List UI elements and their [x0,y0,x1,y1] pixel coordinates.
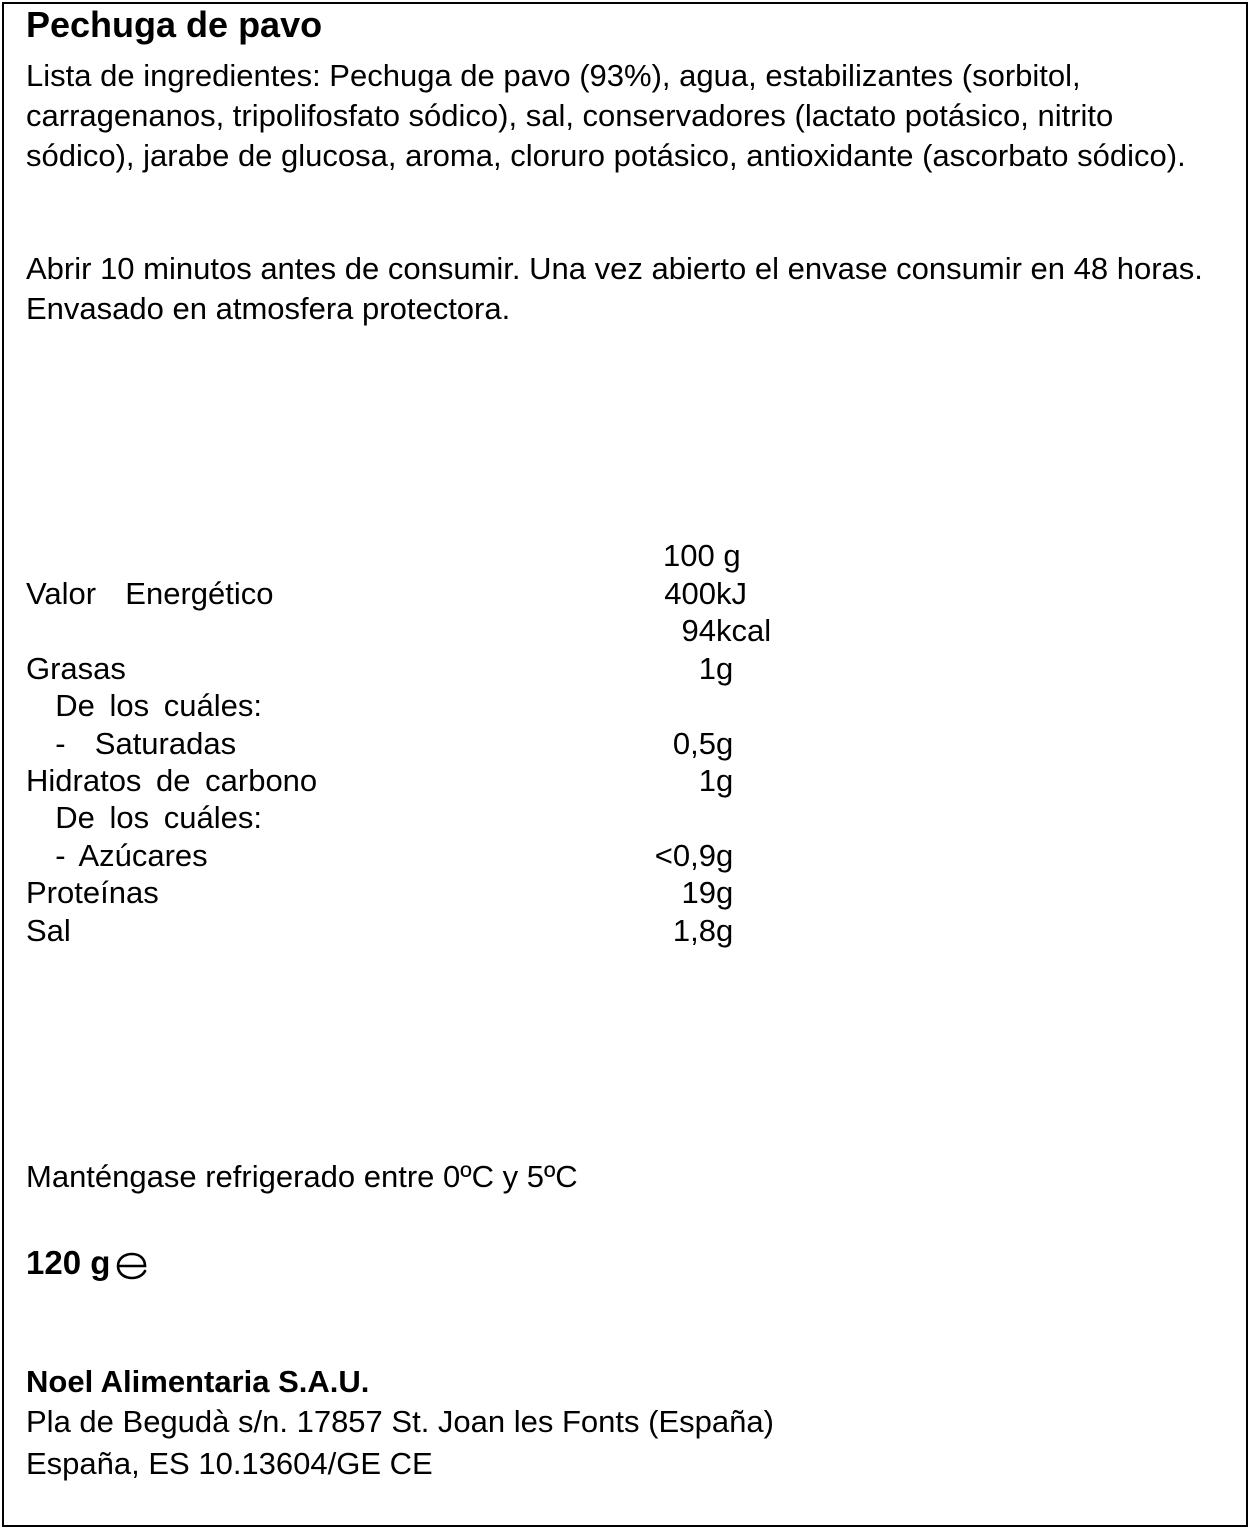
nutrition-row [26,725,734,762]
company-registry: España, ES 10.13604/GE CE [26,1446,433,1481]
net-weight [26,1241,150,1285]
company-address: Pla de Begudà s/n. 17857 St. Joan les Fonts (España) [26,1404,774,1439]
nutrition-row [26,650,734,687]
nutrition-row [26,687,716,724]
nutrition-unit: g [716,725,734,761]
nutrition-row [26,837,734,874]
nutrition-label: Grasas [26,650,126,686]
product-title: Pechuga de pavo [26,4,323,45]
nutrition-column-header: 100 g [663,538,741,573]
nutrition-unit: kJ [716,576,747,611]
nutrition-row [26,912,734,949]
nutrition-value: 19 [681,875,716,911]
nutrition-value: 400 [664,576,716,611]
nutrition-row [26,874,734,911]
nutrition-value: <0,9 [654,837,716,873]
nutrition-label: Valor Energético [26,576,274,611]
nutrition-value: 0,5 [672,725,716,761]
nutrition-label: De los cuáles: [26,800,262,836]
nutrition-row [26,612,772,649]
nutrition-row [26,762,734,799]
nutrition-row [26,799,716,836]
nutrition-unit: g [716,912,734,948]
estimated-sign-icon [114,1248,150,1278]
net-weight-value: 120 g [26,1244,111,1281]
ingredients-list: Lista de ingredientes: Pechuga de pavo (93%), agua, estabilizantes (sorbitol, carragenanos, tripolifosfato sódico), sal, conservadores (lactato potásico, nitrito sódico), jarabe de glucosa, aroma, cloruro potásico, antioxidante (ascorbato sódico). [26,58,1186,173]
nutrition-label: - Azúcares [26,837,208,873]
nutrition-unit: g [716,650,734,686]
nutrition-label: Sal [26,912,71,948]
nutrition-unit: g [716,875,734,911]
nutrition-label: - Saturadas [26,725,237,761]
company-name: Noel Alimentaria S.A.U. [26,1364,370,1399]
nutrition-label: De los cuáles: [26,688,262,724]
nutrition-value: 1,8 [672,912,716,948]
nutrition-label: Proteínas [26,875,159,911]
nutrition-unit: g [716,837,734,873]
usage-instructions: Abrir 10 minutos antes de consumir. Una vez abierto el envase consumir en 48 horas. Envasado en atmosfera protectora. [26,251,1203,326]
nutrition-unit: g [716,763,734,798]
storage-instructions: Manténgase refrigerado entre 0ºC y 5ºC [26,1159,578,1194]
nutrition-value: 1 [698,763,716,798]
nutrition-value: 1 [698,650,716,686]
nutrition-value: 94 [681,613,716,649]
nutrition-unit: kcal [716,613,772,649]
nutrition-row [26,575,747,612]
nutrition-label: Hidratos de carbono [26,763,318,798]
